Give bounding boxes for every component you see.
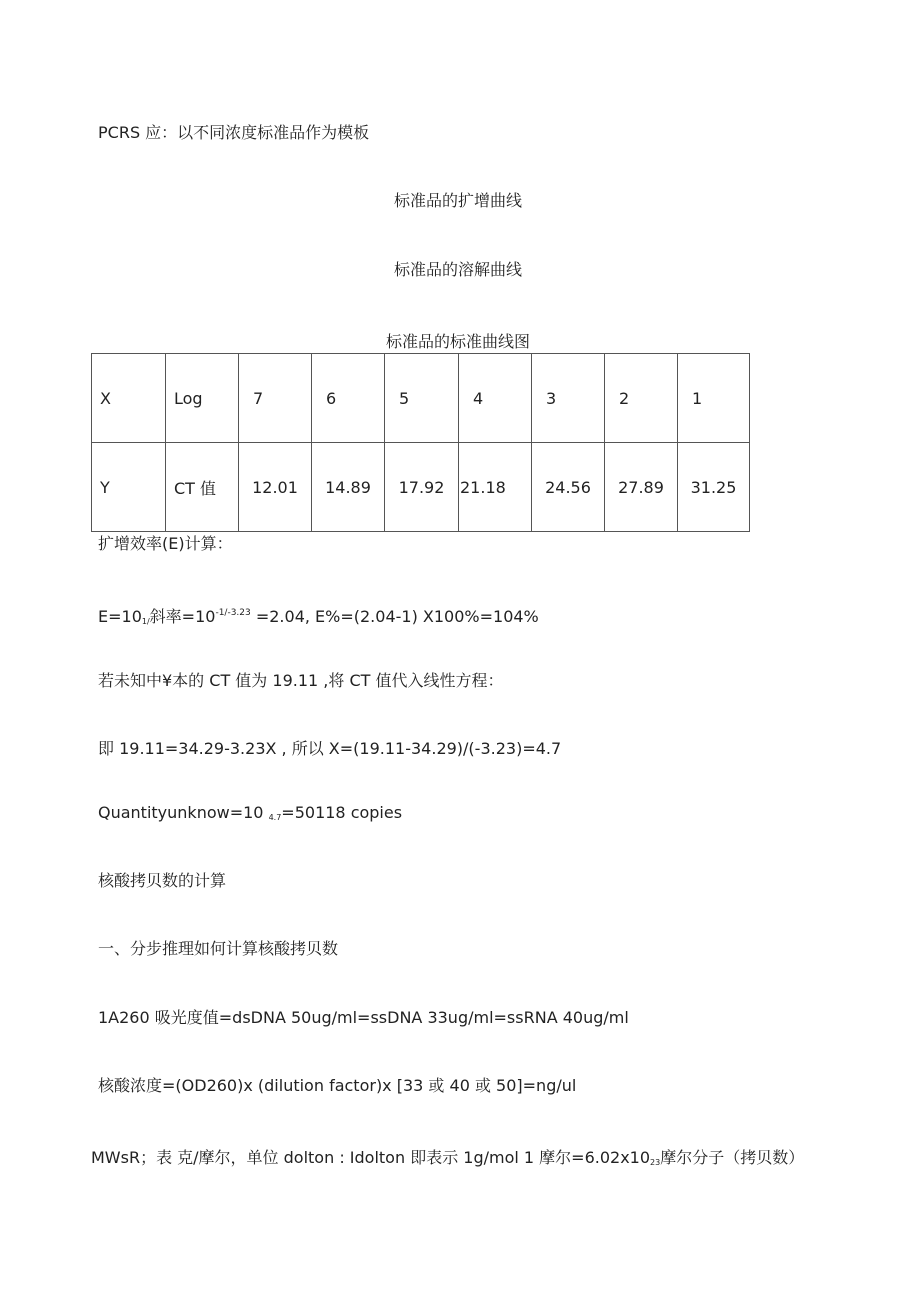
ct-data-table: [91, 353, 750, 532]
eq-part: E=10: [98, 607, 142, 626]
eq-subscript: 1/: [141, 617, 150, 626]
row-label: X: [92, 354, 166, 443]
mw-part: 摩尔分子（拷贝数）: [660, 1148, 805, 1167]
table-cell: 14.89: [312, 443, 385, 532]
quantity-part: Quantityunknow=10: [98, 803, 264, 822]
quantity-line: [98, 803, 402, 828]
row-sublabel: Log: [166, 354, 239, 443]
figure-caption-amplification: 标准品的扩增曲线: [393, 191, 522, 210]
table-row-y: [92, 443, 750, 532]
quantity-subscript: 4.7: [268, 813, 282, 822]
table-cell: 21.18: [459, 443, 532, 532]
figure-caption-melting: 标准品的溶解曲线: [393, 260, 522, 279]
table-row-x: [92, 354, 750, 443]
table-cell: 3: [532, 354, 605, 443]
table-cell: 1: [678, 354, 750, 443]
table-cell: 4: [459, 354, 532, 443]
table-cell: 31.25: [678, 443, 750, 532]
figure-caption-standard-curve: 标准品的标准曲线图: [385, 332, 530, 351]
copy-number-heading: 核酸拷贝数的计算: [98, 871, 227, 890]
eq-part: 斜率=10: [149, 607, 216, 626]
table-cell: 2: [605, 354, 678, 443]
efficiency-heading: 扩增效率(E)计算：: [98, 534, 233, 553]
table-cell: 27.89: [605, 443, 678, 532]
table-cell: 12.01: [239, 443, 312, 532]
table-cell: 6: [312, 354, 385, 443]
efficiency-equation: [98, 603, 539, 632]
table-cell: 17.92: [385, 443, 459, 532]
a260-line: 1A260 吸光度值=dsDNA 50ug/ml=ssDNA 33ug/ml=ssRNA 40ug/ml: [98, 1008, 629, 1027]
table-cell: 24.56: [532, 443, 605, 532]
molecular-weight-line: [91, 1148, 804, 1173]
row-label: Y: [92, 443, 166, 532]
quantity-part: =50118 copies: [281, 803, 403, 822]
mw-subscript: 23: [650, 1158, 661, 1167]
eq-superscript: -1/-3.23: [215, 608, 251, 618]
concentration-line: 核酸浓度=(OD260)x (dilution factor)x [33 或 40 或 50]=ng/ul: [98, 1076, 577, 1095]
step-heading: 一、分步推理如何计算核酸拷贝数: [98, 939, 339, 958]
row-sublabel: CT 值: [166, 443, 239, 532]
table-cell: 5: [385, 354, 459, 443]
table-cell: 7: [239, 354, 312, 443]
intro-title: PCRS 应：以不同浓度标准品作为模板: [98, 123, 370, 142]
solve-line: 即 19.11=34.29-3.23X , 所以 X=(19.11-34.29)/(-3.23)=4.7: [98, 739, 562, 758]
eq-part: =2.04, E%=(2.04-1) X100%=104%: [250, 607, 539, 626]
mw-part: MWsR；表 克/摩尔，单位 dolton : Idolton 即表示 1g/mol 1 摩尔=6.02x10: [91, 1148, 651, 1167]
unknown-sample-line: 若未知中¥本的 CT 值为 19.11 ,将 CT 值代入线性方程：: [98, 671, 504, 690]
